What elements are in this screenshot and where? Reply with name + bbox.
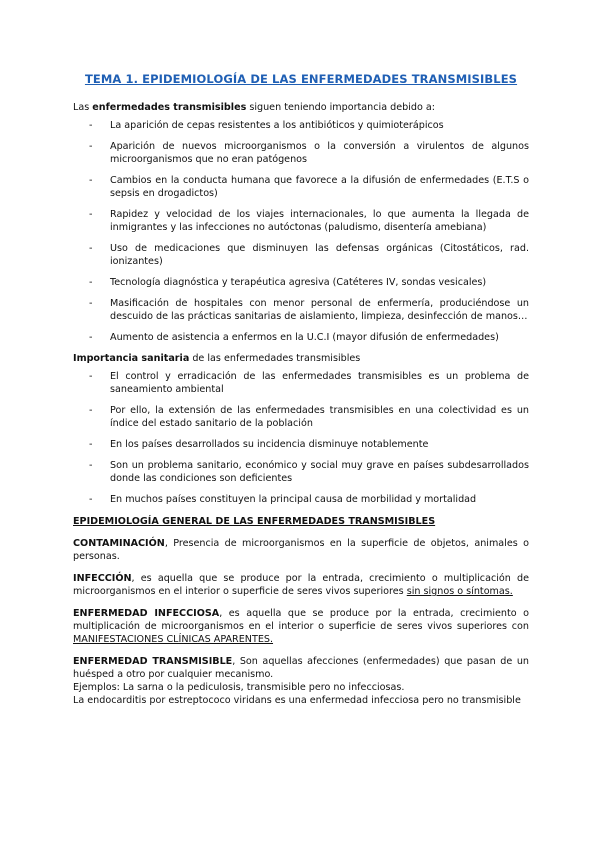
list-item: - Tecnología diagnóstica y terapéutica agresiva (Catéteres IV, sondas vesicales) <box>89 277 487 288</box>
definition-infeccion: INFECCIÓN, es aquella que se produce por la entrada, crecimiento o multiplicación de microorganismos en el interior o superficie de seres vivos superiores sin signos o síntomas. <box>73 573 529 597</box>
list-item: - Rapidez y velocidad de los viajes internacionales, lo que aumenta la llegada de inmigrantes y las infecciones no autóctonas (paludismo, disentería amebiana) <box>89 209 529 233</box>
definition-contaminacion: CONTAMINACIÓN, Presencia de microorganismos en la superficie de objetos, animales o personas. <box>73 538 529 562</box>
list-item: - En muchos países constituyen la principal causa de morbilidad y mortalidad <box>89 494 477 505</box>
intro-paragraph: Las enfermedades transmisibles siguen teniendo importancia debido a: <box>73 102 435 113</box>
section-heading: EPIDEMIOLOGÍA GENERAL DE LAS ENFERMEDADES TRANSMISIBLES <box>73 516 436 527</box>
note-text: La endocarditis por estreptococo viridans es una enfermedad infecciosa pero no transmisible <box>73 695 521 706</box>
list-item: - Masificación de hospitales con menor personal de enfermería, produciéndose un descuido de las prácticas sanitarias de aislamiento, limpieza, desinfección de manos… <box>89 298 529 322</box>
reasons-list <box>73 119 529 344</box>
example-text: Ejemplos: La sarna o la pediculosis, transmisible pero no infecciosas. <box>73 682 405 693</box>
document-title: TEMA 1. EPIDEMIOLOGÍA DE LAS ENFERMEDADES TRANSMISIBLES <box>84 72 518 86</box>
list-item: - Uso de medicaciones que disminuyen las defensas orgánicas (Citostáticos, rad. ionizantes) <box>89 243 529 267</box>
list-item: - Cambios en la conducta humana que favorece a la difusión de enfermedades (E.T.S o sepsis en drogadictos) <box>89 175 529 199</box>
importance-paragraph: Importancia sanitaria de las enfermedades transmisibles <box>73 353 361 364</box>
list-item: - La aparición de cepas resistentes a los antibióticos y quimioterápicos <box>89 120 444 131</box>
list-item: - El control y erradicación de las enfermedades transmisibles es un problema de saneamiento ambiental <box>89 371 529 395</box>
list-item: - Por ello, la extensión de las enfermedades transmisibles en una colectividad es un índice del estado sanitario de la población <box>89 405 529 429</box>
importance-list <box>73 370 529 506</box>
definition-enfermedad-infecciosa: ENFERMEDAD INFECCIOSA, es aquella que se produce por la entrada, crecimiento o multiplicación de microorganismos en el interior o superficie de seres vivos superiores con MANIFESTACIONES CLÍNICAS APARENTES. <box>73 608 529 645</box>
definition-enfermedad-transmisible: ENFERMEDAD TRANSMISIBLE, Son aquellas afecciones (enfermedades) que pasan de un huésped a otro por cualquier mecanismo. <box>73 656 529 680</box>
list-item: - Son un problema sanitario, económico y social muy grave en países subdesarrollados donde las condiciones son deficientes <box>89 460 529 484</box>
list-item: - Aumento de asistencia a enfermos en la U.C.I (mayor difusión de enfermedades) <box>89 332 499 343</box>
intro-bold-term: enfermedades transmisibles <box>92 102 247 113</box>
document-page <box>73 72 529 707</box>
importance-bold-term: Importancia sanitaria <box>73 353 190 364</box>
list-item: - En los países desarrollados su incidencia disminuye notablemente <box>89 439 429 450</box>
list-item: - Aparición de nuevos microorganismos o la conversión a virulentos de algunos microorganismos que no eran patógenos <box>89 141 529 165</box>
